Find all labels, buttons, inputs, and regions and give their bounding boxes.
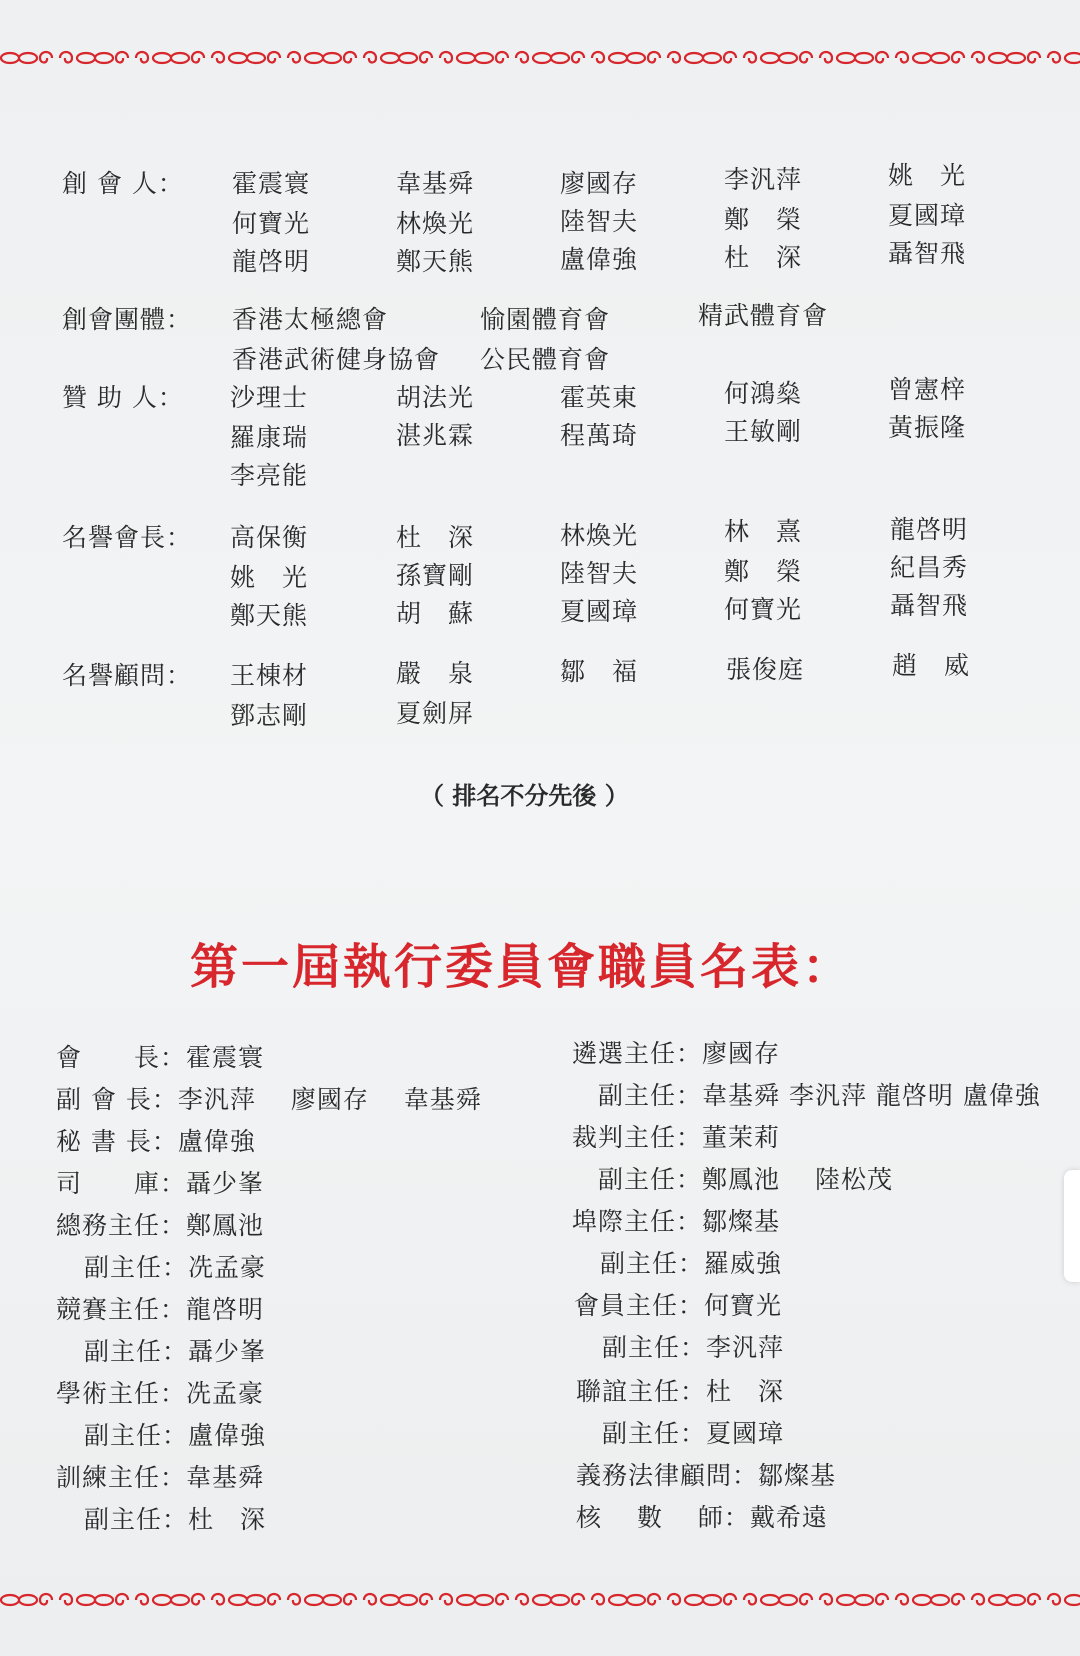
- sponsor-name: 曾憲梓: [888, 375, 967, 404]
- founder-name: 姚 光: [888, 161, 967, 190]
- founders-label: 創 會 人：: [62, 169, 184, 198]
- scroll-ornament: [288, 52, 356, 63]
- honorary-presidents-label: 名譽會長：: [62, 523, 193, 552]
- scroll-ornament: [820, 52, 888, 63]
- role-label: 會 長：: [56, 1043, 187, 1072]
- role-label: 總務主任：: [56, 1211, 187, 1240]
- member-name: 董茉莉: [702, 1123, 781, 1152]
- committee-row: [602, 1328, 784, 1364]
- role-label: 副主任：: [84, 1421, 189, 1450]
- founding-orgs-label: 創會團體：: [62, 305, 193, 334]
- scroll-ornament: [136, 52, 204, 63]
- sponsor-name: 沙理士: [230, 383, 309, 412]
- honorary-president: 孫寶剛: [396, 561, 475, 590]
- scroll-ornament: [0, 1594, 52, 1605]
- member-name: 鄒燦基: [758, 1461, 837, 1490]
- honorary-president: 鄭天熊: [230, 601, 309, 630]
- sponsor-name: 李亮能: [230, 461, 309, 490]
- honorary-advisor: 趙 威: [892, 651, 971, 680]
- committee-row: [84, 1416, 266, 1452]
- role-label: 副主任：: [602, 1333, 707, 1362]
- scroll-ornament: [516, 1594, 584, 1605]
- role-label: 副 會 長：: [56, 1085, 178, 1114]
- committee-row: [56, 1122, 256, 1158]
- founder-name: 霍震寰: [232, 169, 311, 198]
- scroll-ornament: [0, 52, 52, 63]
- founder-name: 林煥光: [396, 209, 475, 238]
- founder-name: 杜 深: [724, 243, 803, 272]
- scroll-ornament: [440, 1594, 508, 1605]
- role-label: 副主任：: [84, 1337, 189, 1366]
- honorary-president: 姚 光: [230, 563, 309, 592]
- member-name: 鄭鳳池: [186, 1211, 265, 1240]
- honorary-advisor: 張俊庭: [726, 655, 805, 684]
- honorary-president: 龍啓明: [890, 515, 969, 544]
- committee-row: [56, 1206, 264, 1242]
- sponsors-label: 贊 助 人：: [62, 383, 184, 412]
- sponsor-name: 黃振隆: [888, 413, 967, 442]
- scroll-ornament: [972, 1594, 1040, 1605]
- scroll-ornament: [744, 52, 812, 63]
- founding-org: 精武體育會: [698, 301, 829, 330]
- founder-name: 鄭天熊: [396, 247, 475, 276]
- founder-name: 龍啓明: [232, 247, 311, 276]
- member-name: 龍啓明: [186, 1295, 265, 1324]
- founder-name: 鄭 榮: [724, 205, 803, 234]
- founding-org: 公民體育會: [480, 345, 611, 374]
- committee-title: 第一屆執行委員會職員名表：: [190, 939, 854, 995]
- scroll-ornament: [972, 52, 1040, 63]
- scroll-ornament: [60, 1594, 128, 1605]
- honorary-advisor: 夏劍屏: [396, 699, 475, 728]
- member-name: 羅威強: [704, 1249, 783, 1278]
- committee-row: [56, 1080, 482, 1116]
- honorary-president: 陸智夫: [560, 559, 639, 588]
- member-name: 霍震寰: [186, 1043, 265, 1072]
- member-name: 韋基舜: [186, 1463, 265, 1492]
- decorative-border-top: [0, 44, 1080, 72]
- member-name: 盧偉強: [177, 1127, 256, 1156]
- ranking-note: （ 排名不分先後 ）: [420, 782, 629, 810]
- honorary-president: 夏國璋: [560, 597, 639, 626]
- founder-name: 聶智飛: [888, 239, 967, 268]
- sponsor-name: 羅康瑞: [230, 423, 309, 452]
- sponsor-name: 霍英東: [560, 383, 639, 412]
- scroll-ornament: [668, 1594, 736, 1605]
- committee-row: [572, 1034, 780, 1070]
- scroll-ornament: [744, 1594, 812, 1605]
- founder-name: 何寶光: [232, 209, 311, 238]
- scroll-ornament: [364, 52, 432, 63]
- decorative-border-bottom: [0, 1586, 1080, 1614]
- founder-name: 李汎萍: [724, 165, 803, 194]
- member-name: 韋基舜 李汎萍 龍啓明 盧偉強: [702, 1081, 1041, 1110]
- scroll-ornament: [440, 52, 508, 63]
- member-name: 李汎萍 廖國存 韋基舜: [177, 1085, 482, 1114]
- member-name: 鄭鳳池 陸松茂: [702, 1165, 893, 1194]
- scroll-ornament: [516, 52, 584, 63]
- founder-name: 陸智夫: [560, 207, 639, 236]
- committee-row: [56, 1164, 264, 1200]
- scroll-ornament: [1048, 52, 1080, 63]
- honorary-advisors-label: 名譽顧問：: [62, 661, 193, 690]
- scroll-ornament: [288, 1594, 356, 1605]
- honorary-advisor: 嚴 泉: [396, 659, 475, 688]
- role-label: 聯誼主任：: [576, 1377, 707, 1406]
- role-label: 義務法律顧問：: [576, 1461, 759, 1490]
- role-label: 會員主任：: [574, 1291, 705, 1320]
- sponsor-name: 胡法光: [396, 383, 475, 412]
- honorary-president: 高保衡: [230, 523, 309, 552]
- committee-row: [572, 1118, 780, 1154]
- member-name: 冼孟豪: [186, 1379, 265, 1408]
- founding-org: 香港太極總會: [232, 305, 389, 334]
- role-label: 司 庫：: [56, 1169, 187, 1198]
- role-label: 副主任：: [84, 1505, 189, 1534]
- committee-row: [574, 1286, 782, 1322]
- honorary-president: 林煥光: [560, 521, 639, 550]
- founder-name: 盧偉強: [560, 245, 639, 274]
- member-name: 何寶光: [704, 1291, 783, 1320]
- sponsor-name: 湛兆霖: [396, 421, 475, 450]
- member-name: 廖國存: [702, 1039, 781, 1068]
- committee-row: [598, 1076, 1041, 1112]
- committee-row: [576, 1372, 784, 1408]
- honorary-president: 林 熹: [724, 517, 803, 546]
- honorary-president: 何寶光: [724, 595, 803, 624]
- committee-row: [56, 1374, 264, 1410]
- role-label: 副主任：: [84, 1253, 189, 1282]
- honorary-advisor: 鄒 福: [560, 657, 639, 686]
- founder-name: 夏國璋: [888, 201, 967, 230]
- sponsor-name: 程萬琦: [560, 421, 639, 450]
- committee-row: [600, 1244, 782, 1280]
- scroll-ornament: [60, 52, 128, 63]
- honorary-president: 聶智飛: [890, 591, 969, 620]
- scroll-ornament: [136, 1594, 204, 1605]
- committee-row: [84, 1248, 266, 1284]
- honorary-president: 紀昌秀: [890, 553, 969, 582]
- scroll-ornament: [212, 1594, 280, 1605]
- scroll-ornament: [668, 52, 736, 63]
- member-name: 戴希遠: [749, 1503, 828, 1532]
- honorary-president: 鄭 榮: [724, 557, 803, 586]
- member-name: 冼孟豪: [188, 1253, 267, 1282]
- member-name: 杜 深: [188, 1505, 267, 1534]
- sponsor-name: 何鴻燊: [724, 379, 803, 408]
- member-name: 李汎萍: [706, 1333, 785, 1362]
- scroll-ornament: [364, 1594, 432, 1605]
- member-name: 聶少峯: [186, 1169, 265, 1198]
- role-label: 學術主任：: [56, 1379, 187, 1408]
- member-name: 聶少峯: [188, 1337, 267, 1366]
- committee-row: [576, 1498, 828, 1534]
- role-label: 訓練主任：: [56, 1463, 187, 1492]
- role-label: 遴選主任：: [572, 1039, 703, 1068]
- role-label: 秘 書 長：: [56, 1127, 178, 1156]
- scroll-ornament: [896, 1594, 964, 1605]
- role-label: 埠際主任：: [572, 1207, 703, 1236]
- committee-row: [56, 1458, 264, 1494]
- role-label: 副主任：: [602, 1419, 707, 1448]
- founder-name: 韋基舜: [396, 169, 475, 198]
- sponsor-name: 王敏剛: [724, 417, 803, 446]
- scroll-handle[interactable]: [1064, 1170, 1080, 1282]
- scroll-ornament: [896, 52, 964, 63]
- member-name: 杜 深: [706, 1377, 785, 1406]
- role-label: 裁判主任：: [572, 1123, 703, 1152]
- honorary-advisor: 王棟材: [230, 661, 309, 690]
- member-name: 鄒燦基: [702, 1207, 781, 1236]
- scroll-ornament: [212, 52, 280, 63]
- role-label: 副主任：: [600, 1249, 705, 1278]
- founder-name: 廖國存: [560, 169, 639, 198]
- scroll-ornament: [592, 52, 660, 63]
- role-label: 副主任：: [598, 1165, 703, 1194]
- committee-row: [84, 1332, 266, 1368]
- honorary-advisor: 鄧志剛: [230, 701, 309, 730]
- committee-row: [572, 1202, 780, 1238]
- honorary-president: 胡 蘇: [396, 599, 475, 628]
- role-label: 競賽主任：: [56, 1295, 187, 1324]
- committee-row: [598, 1160, 893, 1196]
- honorary-president: 杜 深: [396, 523, 475, 552]
- member-name: 盧偉強: [188, 1421, 267, 1450]
- committee-row: [576, 1456, 836, 1492]
- founding-org: 愉園體育會: [480, 305, 611, 334]
- committee-row: [602, 1414, 784, 1450]
- committee-row: [84, 1500, 266, 1536]
- scroll-ornament: [1048, 1594, 1080, 1605]
- member-name: 夏國璋: [706, 1419, 785, 1448]
- committee-row: [56, 1038, 264, 1074]
- role-label: 核 數 師：: [576, 1503, 750, 1532]
- scroll-ornament: [592, 1594, 660, 1605]
- founding-org: 香港武術健身協會: [232, 345, 441, 374]
- scroll-ornament: [820, 1594, 888, 1605]
- committee-row: [56, 1290, 264, 1326]
- role-label: 副主任：: [598, 1081, 703, 1110]
